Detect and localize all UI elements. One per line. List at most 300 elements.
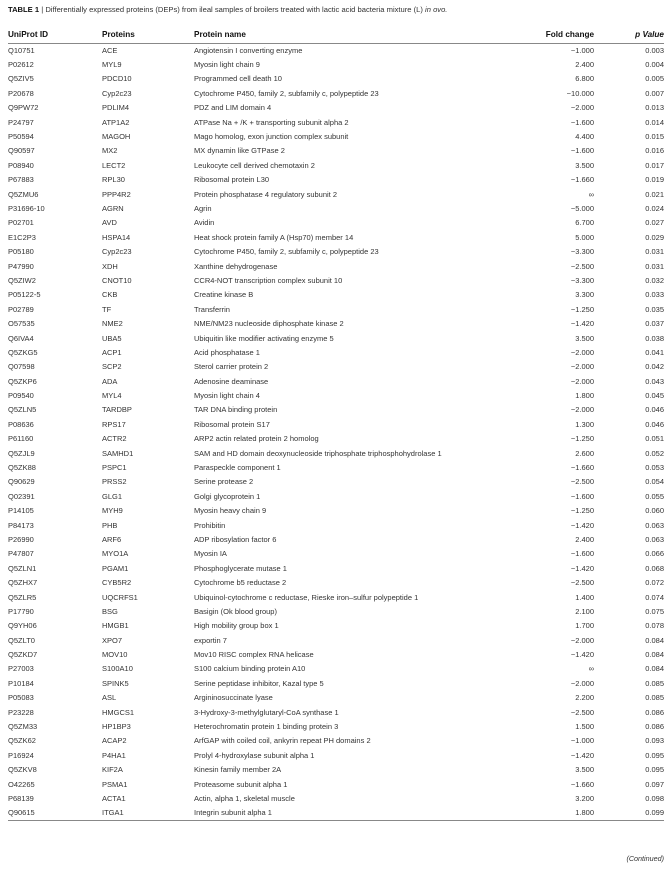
cell-fold-change: 6.700	[575, 218, 594, 228]
cell-fold-change: −2.000	[570, 347, 594, 357]
cell-protein-name: Golgi glycoprotein 1	[194, 491, 261, 501]
table-row	[8, 575, 664, 589]
cell-uniprot-id: E1C2P3	[8, 232, 36, 242]
cell-protein-name: ADP ribosylation factor 6	[194, 534, 277, 544]
cell-fold-change: 2.100	[575, 606, 594, 616]
table-row	[8, 72, 664, 86]
cell-uniprot-id: O42265	[8, 779, 35, 789]
cell-fold-change: 3.500	[575, 160, 594, 170]
cell-p-value: 0.063	[645, 534, 664, 544]
cell-protein: HMGB1	[102, 621, 129, 631]
cell-p-value: 0.075	[645, 606, 664, 616]
table-row	[8, 590, 664, 604]
cell-fold-change: −1.600	[570, 491, 594, 501]
cell-uniprot-id: Q5ZIV5	[8, 74, 34, 84]
cell-protein: TF	[102, 304, 112, 314]
cell-protein: CYB5R2	[102, 578, 132, 588]
cell-protein: ACAP2	[102, 736, 127, 746]
cell-protein-name: Myosin light chain 9	[194, 60, 260, 70]
cell-protein: ADA	[102, 376, 118, 386]
table-row	[8, 101, 664, 115]
table-row	[8, 662, 664, 676]
cell-fold-change: 1.800	[575, 391, 594, 401]
cell-p-value: 0.051	[645, 434, 664, 444]
cell-p-value: 0.014	[645, 117, 664, 127]
cell-p-value: 0.053	[645, 463, 664, 473]
cell-fold-change: 3.200	[575, 794, 594, 803]
cell-protein: BSG	[102, 606, 118, 616]
cell-protein: LECT2	[102, 160, 126, 170]
cell-protein-name: Adenosine deaminase	[194, 376, 269, 386]
cell-protein-name: PDZ and LIM domain 4	[194, 103, 272, 113]
table-row	[8, 719, 664, 733]
table-row	[8, 676, 664, 690]
cell-protein-name: Actin, alpha 1, skeletal muscle	[194, 794, 295, 803]
cell-protein-name: Myosin light chain 4	[194, 391, 260, 401]
cell-protein-name: Kinesin family member 2A	[194, 765, 282, 775]
cell-uniprot-id: Q5ZHX7	[8, 578, 38, 588]
table-row	[8, 547, 664, 561]
cell-fold-change: 1.800	[575, 808, 594, 818]
cell-fold-change: −1.000	[570, 736, 594, 746]
cell-uniprot-id: P61160	[8, 434, 34, 444]
table-container	[8, 26, 664, 821]
cell-protein-name: ArfGAP with coiled coil, ankyrin repeat PH domains 2	[194, 736, 371, 746]
p-value-header-text: p Value	[635, 29, 664, 39]
cell-uniprot-id: Q90629	[8, 477, 35, 487]
cell-fold-change: −1.600	[570, 549, 594, 559]
cell-protein: AGRN	[102, 203, 124, 213]
cell-uniprot-id: Q5ZM33	[8, 722, 38, 732]
cell-uniprot-id: Q5ZK88	[8, 463, 36, 473]
table-row	[8, 763, 664, 777]
cell-protein-name: Ribosomal protein S17	[194, 419, 270, 429]
cell-p-value: 0.084	[645, 650, 664, 660]
cell-protein-name: Sterol carrier protein 2	[194, 362, 269, 372]
cell-uniprot-id: Q5ZLT0	[8, 635, 35, 645]
cell-uniprot-id: P14105	[8, 506, 34, 516]
table-row	[8, 244, 664, 258]
cell-protein-name: Avidin	[194, 218, 215, 228]
cell-uniprot-id: P17790	[8, 606, 34, 616]
cell-protein-name: Programmed cell death 10	[194, 74, 282, 84]
cell-protein-name: Creatine kinase B	[194, 290, 254, 300]
cell-protein: P4HA1	[102, 750, 126, 760]
cell-fold-change: −2.000	[570, 376, 594, 386]
cell-protein: RPL30	[102, 175, 125, 185]
cell-protein: ACTA1	[102, 794, 126, 803]
cell-p-value: 0.007	[645, 88, 664, 98]
cell-fold-change: 2.200	[575, 693, 594, 703]
cell-fold-change: 3.300	[575, 290, 594, 300]
cell-p-value: 0.074	[645, 592, 664, 602]
cell-fold-change: 3.500	[575, 765, 594, 775]
table-row	[8, 158, 664, 172]
table-row	[8, 432, 664, 446]
continued-note: (Continued)	[626, 854, 664, 863]
cell-protein-name: High mobility group box 1	[194, 621, 279, 631]
cell-fold-change: 3.500	[575, 333, 594, 343]
cell-protein: ACP1	[102, 347, 122, 357]
table-row	[8, 460, 664, 474]
cell-protein: RPS17	[102, 419, 126, 429]
cell-uniprot-id: Q5ZLR5	[8, 592, 37, 602]
cell-protein-name: TAR DNA binding protein	[194, 405, 278, 415]
table-row	[8, 647, 664, 661]
cell-protein: HP1BP3	[102, 722, 131, 732]
cell-protein: ITGA1	[102, 808, 124, 818]
cell-fold-change: −3.300	[570, 275, 594, 285]
cell-p-value: 0.098	[645, 794, 664, 803]
cell-uniprot-id: P05180	[8, 247, 34, 257]
cell-p-value: 0.043	[645, 376, 664, 386]
cell-uniprot-id: Q5ZKG5	[8, 347, 38, 357]
cell-p-value: 0.068	[645, 563, 664, 573]
caption-separator: |	[41, 5, 44, 14]
deps-table	[8, 26, 664, 821]
col-header-fold-change: Fold change	[545, 29, 594, 39]
cell-p-value: 0.041	[645, 347, 664, 357]
cell-protein-name: Cytochrome P450, family 2, subfamily c, polypeptide 23	[194, 247, 379, 257]
cell-protein: PGAM1	[102, 563, 129, 573]
cell-fold-change: ∞	[588, 664, 594, 674]
table-row	[8, 791, 664, 805]
cell-p-value: 0.046	[645, 419, 664, 429]
cell-protein: KIF2A	[102, 765, 123, 775]
cell-protein-name: Ribosomal protein L30	[194, 175, 270, 185]
cell-uniprot-id: Q6IVA4	[8, 333, 34, 343]
cell-protein: PSMA1	[102, 779, 128, 789]
cell-uniprot-id: P47990	[8, 261, 34, 271]
cell-fold-change: 6.800	[575, 74, 594, 84]
cell-uniprot-id: Q5ZMU6	[8, 189, 39, 199]
cell-uniprot-id: P24797	[8, 117, 34, 127]
cell-p-value: 0.005	[645, 74, 664, 84]
cell-fold-change: 1.300	[575, 419, 594, 429]
cell-protein-name: S100 calcium binding protein A10	[194, 664, 306, 674]
cell-p-value: 0.072	[645, 578, 664, 588]
cell-protein: ATP1A2	[102, 117, 130, 127]
cell-protein-name: Angiotensin I converting enzyme	[194, 45, 303, 55]
cell-protein: MYO1A	[102, 549, 129, 559]
cell-uniprot-id: Q90597	[8, 146, 35, 156]
cell-fold-change: 2.400	[575, 60, 594, 70]
cell-fold-change: −5.000	[570, 203, 594, 213]
cell-protein: UQCRFS1	[102, 592, 138, 602]
cell-protein-name: Myosin IA	[194, 549, 227, 559]
cell-protein: MAGOH	[102, 132, 131, 142]
col-header-uniprot-id: UniProt ID	[8, 29, 49, 39]
cell-uniprot-id: Q5ZK62	[8, 736, 36, 746]
table-row	[8, 504, 664, 518]
cell-p-value: 0.021	[645, 189, 664, 199]
caption-label: TABLE 1	[8, 5, 40, 14]
cell-p-value: 0.093	[645, 736, 664, 746]
cell-fold-change: ∞	[588, 189, 594, 199]
cell-protein-name: Mago homolog, exon junction complex subunit	[194, 132, 349, 142]
cell-p-value: 0.060	[645, 506, 664, 516]
cell-fold-change: −2.500	[570, 477, 594, 487]
cell-protein: SPINK5	[102, 678, 129, 688]
cell-p-value: 0.046	[645, 405, 664, 415]
cell-fold-change: −1.000	[570, 45, 594, 55]
cell-uniprot-id: P08940	[8, 160, 34, 170]
cell-protein: S100A10	[102, 664, 133, 674]
table-row	[8, 187, 664, 201]
cell-uniprot-id: P05122-5	[8, 290, 41, 300]
cell-p-value: 0.052	[645, 448, 664, 458]
table-row	[8, 201, 664, 215]
cell-fold-change: −2.000	[570, 405, 594, 415]
cell-fold-change: −1.600	[570, 146, 594, 156]
table-row	[8, 777, 664, 791]
cell-protein-name: Acid phosphatase 1	[194, 347, 260, 357]
table-row	[8, 475, 664, 489]
cell-fold-change: 4.400	[575, 132, 594, 142]
cell-protein-name: Mov10 RISC complex RNA helicase	[194, 650, 314, 660]
table-row	[8, 388, 664, 402]
cell-p-value: 0.016	[645, 146, 664, 156]
cell-uniprot-id: Q07598	[8, 362, 35, 372]
table-row	[8, 806, 664, 820]
cell-p-value: 0.097	[645, 779, 664, 789]
cell-p-value: 0.085	[645, 678, 664, 688]
cell-uniprot-id: Q5ZKD7	[8, 650, 38, 660]
cell-protein: Cyp2c23	[102, 88, 132, 98]
cell-uniprot-id: Q5ZLN1	[8, 563, 37, 573]
cell-fold-change: −10.000	[566, 88, 594, 98]
cell-protein: UBA5	[102, 333, 122, 343]
cell-fold-change: −2.500	[570, 707, 594, 717]
cell-protein: PHB	[102, 520, 118, 530]
cell-fold-change: 5.000	[575, 232, 594, 242]
cell-fold-change: −1.250	[570, 304, 594, 314]
cell-p-value: 0.042	[645, 362, 664, 372]
cell-protein: CNOT10	[102, 275, 132, 285]
cell-protein: ACTR2	[102, 434, 127, 444]
cell-protein-name: Serine protease 2	[194, 477, 254, 487]
cell-p-value: 0.085	[645, 693, 664, 703]
cell-p-value: 0.027	[645, 218, 664, 228]
cell-p-value: 0.017	[645, 160, 664, 170]
cell-p-value: 0.033	[645, 290, 664, 300]
cell-uniprot-id: Q02391	[8, 491, 35, 501]
cell-protein-name: Heterochromatin protein 1 binding protein 3	[194, 722, 339, 732]
cell-fold-change: 2.400	[575, 534, 594, 544]
cell-p-value: 0.037	[645, 319, 664, 329]
cell-fold-change: 1.700	[575, 621, 594, 631]
col-header-proteins: Proteins	[102, 29, 135, 39]
cell-p-value: 0.003	[645, 45, 664, 55]
cell-protein-name: CCR4-NOT transcription complex subunit 10	[194, 275, 343, 285]
cell-protein-name: MX dynamin like GTPase 2	[194, 146, 285, 156]
cell-p-value: 0.045	[645, 391, 664, 401]
cell-protein-name: Prohibitin	[194, 520, 226, 530]
cell-p-value: 0.031	[645, 261, 664, 271]
cell-fold-change: −2.000	[570, 362, 594, 372]
table-row	[8, 129, 664, 143]
cell-p-value: 0.054	[645, 477, 664, 487]
cell-protein: MX2	[102, 146, 118, 156]
cell-protein: PRSS2	[102, 477, 127, 487]
table-row	[8, 316, 664, 330]
cell-fold-change: −1.250	[570, 434, 594, 444]
cell-uniprot-id: Q5ZKP6	[8, 376, 37, 386]
cell-p-value: 0.063	[645, 520, 664, 530]
cell-fold-change: −1.420	[570, 750, 594, 760]
cell-uniprot-id: Q9YH06	[8, 621, 37, 631]
cell-protein-name: Cytochrome P450, family 2, subfamily c, polypeptide 23	[194, 88, 379, 98]
cell-p-value: 0.029	[645, 232, 664, 242]
cell-protein: HSPA14	[102, 232, 131, 242]
cell-fold-change: 2.600	[575, 448, 594, 458]
cell-p-value: 0.055	[645, 491, 664, 501]
cell-protein: PDCD10	[102, 74, 132, 84]
cell-protein-name: Proteasome subunit alpha 1	[194, 779, 288, 789]
cell-fold-change: −3.300	[570, 247, 594, 257]
cell-uniprot-id: P68139	[8, 794, 34, 803]
cell-p-value: 0.095	[645, 765, 664, 775]
caption-italic: in ovo.	[425, 5, 448, 14]
cell-uniprot-id: P09540	[8, 391, 34, 401]
table-row	[8, 331, 664, 345]
cell-protein-name: Leukocyte cell derived chemotaxin 2	[194, 160, 315, 170]
table-row	[8, 173, 664, 187]
cell-uniprot-id: Q5ZJL9	[8, 448, 35, 458]
cell-protein-name: Ubiquitin like modifier activating enzyme 5	[194, 333, 334, 343]
cell-uniprot-id: Q5ZKV8	[8, 765, 37, 775]
cell-protein-name: Basigin (Ok blood group)	[194, 606, 277, 616]
cell-uniprot-id: Q90615	[8, 808, 35, 818]
cell-uniprot-id: P84173	[8, 520, 34, 530]
table-row	[8, 360, 664, 374]
cell-p-value: 0.004	[645, 60, 664, 70]
cell-protein-name: exportin 7	[194, 635, 227, 645]
table-row	[8, 144, 664, 158]
table-row	[8, 619, 664, 633]
table-row	[8, 446, 664, 460]
table-row	[8, 374, 664, 388]
cell-protein-name: Integrin subunit alpha 1	[194, 808, 272, 818]
cell-protein: MYH9	[102, 506, 123, 516]
cell-p-value: 0.013	[645, 103, 664, 113]
cell-protein: ASL	[102, 693, 117, 703]
cell-protein-name: ATPase Na + /K + transporting subunit alpha 2	[194, 117, 349, 127]
table-row	[8, 705, 664, 719]
cell-uniprot-id: P26990	[8, 534, 34, 544]
table-body	[8, 43, 664, 820]
cell-protein: NME2	[102, 319, 123, 329]
cell-protein: SAMHD1	[102, 448, 134, 458]
table-row	[8, 748, 664, 762]
cell-p-value: 0.024	[645, 203, 664, 213]
cell-p-value: 0.032	[645, 275, 664, 285]
cell-p-value: 0.066	[645, 549, 664, 559]
cell-protein-name: Paraspeckle component 1	[194, 463, 281, 473]
cell-fold-change: −1.660	[570, 779, 594, 789]
cell-p-value: 0.086	[645, 707, 664, 717]
cell-uniprot-id: P27003	[8, 664, 34, 674]
cell-fold-change: −1.250	[570, 506, 594, 516]
cell-protein: MYL4	[102, 391, 122, 401]
cell-protein: XPO7	[102, 635, 123, 645]
cell-protein: ACE	[102, 45, 118, 55]
table-row	[8, 43, 664, 57]
cell-p-value: 0.078	[645, 621, 664, 631]
cell-uniprot-id: P10184	[8, 678, 34, 688]
cell-protein-name: Protein phosphatase 4 regulatory subunit 2	[194, 189, 338, 199]
cell-protein-name: SAM and HD domain deoxynucleoside triphosphate triphosphohydrolase 1	[194, 448, 442, 458]
table-row	[8, 86, 664, 100]
cell-protein-name: NME/NM23 nucleoside diphosphate kinase 2	[194, 319, 344, 329]
table-row	[8, 273, 664, 287]
cell-uniprot-id: P31696-10	[8, 203, 45, 213]
cell-protein-name: Xanthine dehydrogenase	[194, 261, 278, 271]
cell-protein-name: Heat shock protein family A (Hsp70) member 14	[194, 232, 354, 242]
cell-uniprot-id: P05083	[8, 693, 34, 703]
table-row	[8, 489, 664, 503]
cell-uniprot-id: P23228	[8, 707, 34, 717]
cell-fold-change: −2.000	[570, 103, 594, 113]
cell-fold-change: 1.500	[575, 722, 594, 732]
cell-p-value: 0.031	[645, 247, 664, 257]
cell-p-value: 0.084	[645, 664, 664, 674]
cell-p-value: 0.099	[645, 808, 664, 818]
cell-protein: MYL9	[102, 60, 122, 70]
cell-fold-change: −1.660	[570, 175, 594, 185]
cell-uniprot-id: P02701	[8, 218, 34, 228]
cell-fold-change: −1.420	[570, 520, 594, 530]
cell-protein: Cyp2c23	[102, 247, 132, 257]
cell-fold-change: −1.660	[570, 463, 594, 473]
table-row	[8, 403, 664, 417]
cell-uniprot-id: Q9PW72	[8, 103, 39, 113]
cell-protein: PPP4R2	[102, 189, 131, 199]
cell-uniprot-id: P20678	[8, 88, 34, 98]
table-row	[8, 604, 664, 618]
table-caption	[8, 5, 663, 14]
cell-uniprot-id: P08636	[8, 419, 34, 429]
cell-protein: HMGCS1	[102, 707, 135, 717]
cell-protein-name: ARP2 actin related protein 2 homolog	[194, 434, 319, 444]
col-header-protein-name: Protein name	[194, 29, 246, 39]
cell-protein-name: Myosin heavy chain 9	[194, 506, 267, 516]
cell-fold-change: −2.500	[570, 261, 594, 271]
cell-uniprot-id: P16924	[8, 750, 34, 760]
cell-protein-name: Prolyl 4-hydroxylase subunit alpha 1	[194, 750, 315, 760]
table-row	[8, 518, 664, 532]
table-row	[8, 734, 664, 748]
table-row	[8, 561, 664, 575]
cell-p-value: 0.019	[645, 175, 664, 185]
cell-p-value: 0.035	[645, 304, 664, 314]
header-row	[8, 26, 664, 43]
caption-text: Differentially expressed proteins (DEPs) from ileal samples of broilers treated with lactic acid bacteria mixture (L)	[45, 5, 423, 14]
col-header-p-value	[594, 26, 664, 43]
cell-uniprot-id: O57535	[8, 319, 35, 329]
cell-p-value: 0.038	[645, 333, 664, 343]
cell-fold-change: −1.600	[570, 117, 594, 127]
cell-protein: XDH	[102, 261, 118, 271]
cell-uniprot-id: Q10751	[8, 45, 35, 55]
table-row	[8, 345, 664, 359]
cell-protein: GLG1	[102, 491, 123, 501]
cell-uniprot-id: P02612	[8, 60, 34, 70]
cell-protein-name: 3-Hydroxy-3-methylglutaryl-CoA synthase 1	[194, 707, 339, 717]
cell-protein-name: Ubiquinol-cytochrome c reductase, Rieske iron–sulfur polypeptide 1	[194, 592, 419, 602]
cell-uniprot-id: P50594	[8, 132, 34, 142]
table-row	[8, 633, 664, 647]
